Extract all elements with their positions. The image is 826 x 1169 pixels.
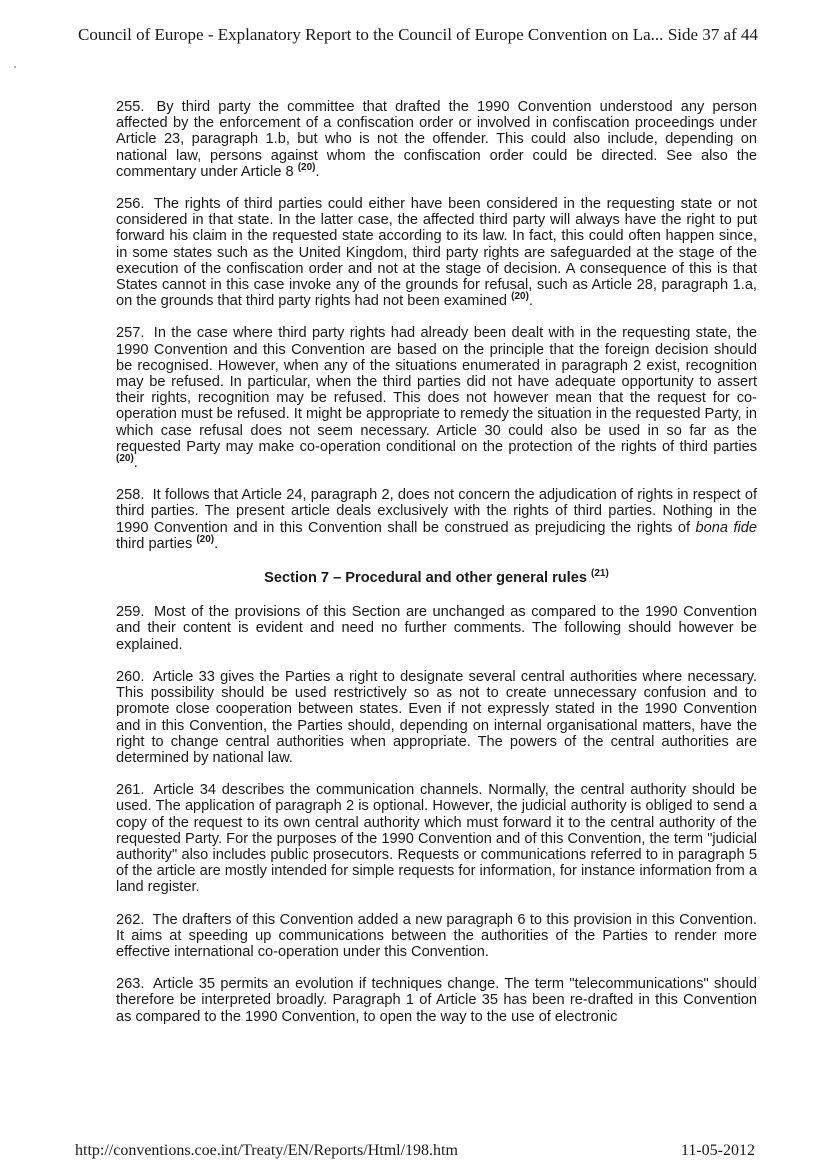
paragraph-end: . [133,455,138,472]
paragraph-number: 261. [116,782,145,799]
page-footer [75,1141,755,1161]
paragraph-text: Article 34 describes the communication channels. Normally, the central authority should be used. The application of paragraph 2 is optional. However, the judicial authority is obliged to send a copy of the request to its own central authority which must forward it to the central authority of the requested Party. For the purposes of the 1990 Convention and of this Convention, the term "judicial authority" also includes public prosecutors. Requests or communications referred to in paragraph 5 of the article are mostly intended for simple requests for information, for instance information from a land register. [116,782,757,896]
italic-term: bona fide [695,519,757,536]
paragraph-256 [116,196,757,309]
paragraph-260 [116,669,757,766]
paragraph-number: 259. [116,604,145,621]
paragraph-259 [116,604,757,653]
paragraph-255 [116,99,757,180]
footnote-ref[interactable]: (21) [591,568,609,580]
paragraph-263 [116,976,757,1025]
paragraph-text: Article 33 gives the Parties a right to designate several central authorities where necessary. This possibility should be used restrictively so as not to create unnecessary confusion and to promote close cooperation between states. Even if not expressly stated in the 1990 Convention and in this Convention, the Parties should, depending on internal organisational matters, have the right to change central authorities when appropriate. The powers of the central authorities are determined by national law. [116,668,757,766]
footnote-ref[interactable]: (20) [196,534,215,546]
paragraph-text-continued: third parties [116,535,193,552]
document-body [116,99,757,1041]
scan-speck [14,66,16,68]
paragraph-number: 256. [116,196,145,213]
footer-date: 11-05-2012 [680,1142,755,1159]
footer-url[interactable]: http://conventions.coe.int/Treaty/EN/Reports/Html/198.htm [75,1142,458,1159]
paragraph-262 [116,912,757,961]
paragraph-end: . [214,535,219,552]
paragraph-number: 255. [116,99,145,115]
paragraph-text: By third party the committee that drafted the 1990 Convention understood any person affected by the enforcement of a confiscation order or involved in confiscation proceedings under Article 23, paragraph 1.b, but who is not the offender. This could also include, depending on national law, persons against whom the confiscation order could be directed. See also the commentary under Article 8 [116,99,757,180]
footnote-ref[interactable]: (20) [297,161,316,173]
paragraph-258 [116,487,757,552]
paragraph-261 [116,782,757,895]
paragraph-number: 262. [116,911,145,928]
paragraph-number: 257. [116,325,145,342]
paragraph-text: Article 35 permits an evolution if techniques change. The term "telecommunications" should therefore be interpreted broadly. Paragraph 1 of Article 35 has been re-drafted in this Convention as compared to the 1990 Convention, to open the way to the use of electronic [116,976,758,1025]
section-heading [116,570,757,586]
paragraph-text: The drafters of this Convention added a new paragraph 6 to this provision in this Convention. It aims at speeding up communications between the authorities of the Parties to render more effective international co-operation under this Convention. [116,911,757,960]
header-title: Council of Europe - Explanatory Report to the Council of Europe Convention on La... [78,25,664,44]
paragraph-end: . [315,163,320,180]
paragraph-number: 263. [116,976,145,993]
header-page-number: Side 37 af 44 [667,25,758,44]
paragraph-end: . [528,293,533,310]
paragraph-text: It follows that Article 24, paragraph 2, does not concern the adjudication of rights in respect of third parties. The present article deals exclusively with the rights of third parties. Nothing in the 1990 Convention and in this Convention shall be construed as prejudicing the rights of [116,487,757,536]
paragraph-text: In the case where third party rights had already been dealt with in the requesting state, the 1990 Convention and this Convention are based on the principle that the foreign decision should be recognised. However, when any of the situations enumerated in paragraph 2 exist, recognition may be refused. In particular, when the third parties did not have adequate opportunity to assert their rights, recognition may be refused. This does not however mean that the request for co-operation must be refused. It might be appropriate to remedy the situation in the requested Party, in which case refusal does not seem necessary. Article 30 could also be used in so far as the requested Party may make co-operation conditional on the protection of the rights of third parties [116,325,757,455]
page-header [78,24,758,46]
footnote-ref[interactable]: (20) [116,453,134,465]
section-title: Section 7 – Procedural and other general rules [264,570,587,587]
paragraph-text: Most of the provisions of this Section are unchanged as compared to the 1990 Convention and their content is evident and need no further comments. The following should however be explained. [116,604,757,653]
footnote-ref[interactable]: (20) [511,291,529,303]
paragraph-text: The rights of third parties could either have been considered in the requesting state or not considered in that state. In the latter case, the affected third party will always have the right to put forward his claim in the requested state according to its law. In fact, this could often happen since, in some states such as the United Kingdom, third party rights are safeguarded at the stage of the execution of the confiscation order and not at the stage of decision. A consequence of this is that States cannot in this case invoke any of the grounds for refusal, such as Article 28, paragraph 1.a, on the grounds that third party rights had not been examined [116,196,757,310]
paragraph-257 [116,325,757,471]
paragraph-number: 258. [116,487,145,504]
paragraph-number: 260. [116,668,145,685]
